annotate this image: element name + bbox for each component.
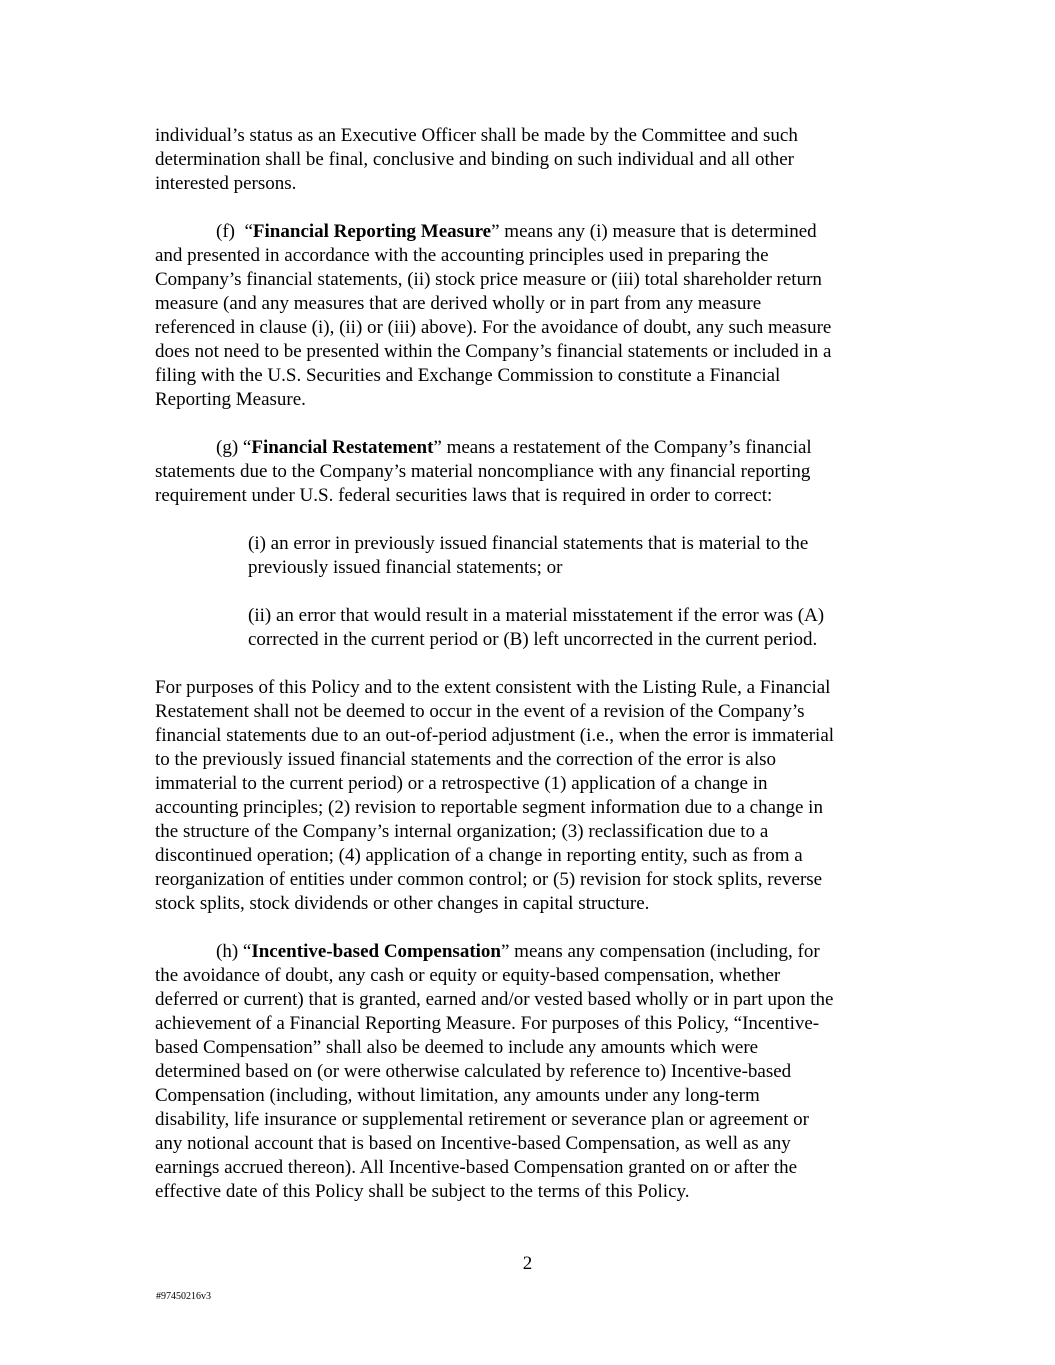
- text-line: corrected in the current period or (B) left uncorrected in the current period.: [248, 629, 818, 650]
- sub-clause-ii: [155, 604, 915, 652]
- clause-prefix: (h) “: [216, 941, 252, 962]
- text-line: previously issued financial statements; or: [248, 557, 563, 578]
- text-line: [155, 940, 915, 964]
- defined-term: Financial Restatement: [251, 437, 434, 458]
- text-line: Compensation (including, without limitation, any amounts under any long-term: [155, 1085, 760, 1106]
- paragraph-intro-continuation: [155, 124, 915, 196]
- text-line: reorganization of entities under common control; or (5) revision for stock splits, reverse: [155, 869, 823, 890]
- paragraph-f-financial-reporting-measure: [155, 220, 915, 412]
- clause-text: ” means any (i) measure that is determined: [491, 221, 817, 242]
- text-line: accounting principles; (2) revision to reportable segment information due to a change in: [155, 797, 823, 818]
- text-line: Reporting Measure.: [155, 389, 306, 410]
- clause-prefix: (f) “: [216, 221, 253, 242]
- text-line: (i) an error in previously issued financial statements that is material to the: [248, 533, 809, 554]
- text-line: discontinued operation; (4) application of a change in reporting entity, such as from a: [155, 845, 803, 866]
- text-line: statements due to the Company’s material noncompliance with any financial reporting: [155, 461, 811, 482]
- text-line: earnings accrued thereon). All Incentive-based Compensation granted on or after the: [155, 1157, 798, 1178]
- text-line: and presented in accordance with the accounting principles used in preparing the: [155, 245, 769, 266]
- text-line: [155, 436, 915, 460]
- sub-clause-i: [155, 532, 915, 580]
- text-line: For purposes of this Policy and to the extent consistent with the Listing Rule, a Financial: [155, 677, 831, 698]
- text-line: Company’s financial statements, (ii) stock price measure or (iii) total shareholder return: [155, 269, 822, 290]
- clause-text: ” means any compensation (including, for: [501, 941, 820, 962]
- text-line: disability, life insurance or supplemental retirement or severance plan or agreement or: [155, 1109, 810, 1130]
- text-line: determined based on (or were otherwise calculated by reference to) Incentive-based: [155, 1061, 792, 1082]
- document-body: [155, 124, 915, 1228]
- text-line: (ii) an error that would result in a material misstatement if the error was (A): [248, 605, 825, 626]
- defined-term: Financial Reporting Measure: [252, 221, 492, 242]
- text-line: the structure of the Company’s internal organization; (3) reclassification due to a: [155, 821, 769, 842]
- paragraph-h-incentive-based-compensation: [155, 940, 915, 1204]
- text-line: effective date of this Policy shall be subject to the terms of this Policy.: [155, 1181, 690, 1202]
- text-line: deferred or current) that is granted, earned and/or vested based wholly or in part upon the: [155, 989, 834, 1010]
- text-line: any notional account that is based on Incentive-based Compensation, as well as any: [155, 1133, 791, 1154]
- paragraph-g-financial-restatement: [155, 436, 915, 508]
- text-line: stock splits, stock dividends or other changes in capital structure.: [155, 893, 650, 914]
- paragraph-restatement-exclusions: [155, 676, 915, 916]
- document-id: #97450216v3: [156, 1291, 211, 1302]
- clause-text: ” means a restatement of the Company’s financial: [433, 437, 812, 458]
- text-line: determination shall be final, conclusive and binding on such individual and all other: [155, 149, 794, 170]
- text-line: Restatement shall not be deemed to occur in the event of a revision of the Company’s: [155, 701, 805, 722]
- clause-prefix: (g) “: [216, 437, 252, 458]
- text-line: [155, 220, 915, 244]
- text-line: the avoidance of doubt, any cash or equity or equity-based compensation, whether: [155, 965, 781, 986]
- text-line: individual’s status as an Executive Officer shall be made by the Committee and such: [155, 125, 798, 146]
- text-line: measure (and any measures that are derived wholly or in part from any measure: [155, 293, 762, 314]
- defined-term: Incentive-based Compensation: [251, 941, 501, 962]
- text-line: immaterial to the current period) or a retrospective (1) application of a change in: [155, 773, 768, 794]
- text-line: filing with the U.S. Securities and Exchange Commission to constitute a Financial: [155, 365, 781, 386]
- text-line: referenced in clause (i), (ii) or (iii) above). For the avoidance of doubt, any such measure: [155, 317, 832, 338]
- text-line: interested persons.: [155, 173, 297, 194]
- text-line: financial statements due to an out-of-period adjustment (i.e., when the error is immaterial: [155, 725, 835, 746]
- text-line: to the previously issued financial statements and the correction of the error is also: [155, 749, 777, 770]
- text-line: does not need to be presented within the Company’s financial statements or included in a: [155, 341, 832, 362]
- text-line: based Compensation” shall also be deemed to include any amounts which were: [155, 1037, 759, 1058]
- text-line: requirement under U.S. federal securities laws that is required in order to correct:: [155, 485, 773, 506]
- page-number: 2: [522, 1253, 533, 1274]
- text-line: achievement of a Financial Reporting Measure. For purposes of this Policy, “Incentive-: [155, 1013, 820, 1034]
